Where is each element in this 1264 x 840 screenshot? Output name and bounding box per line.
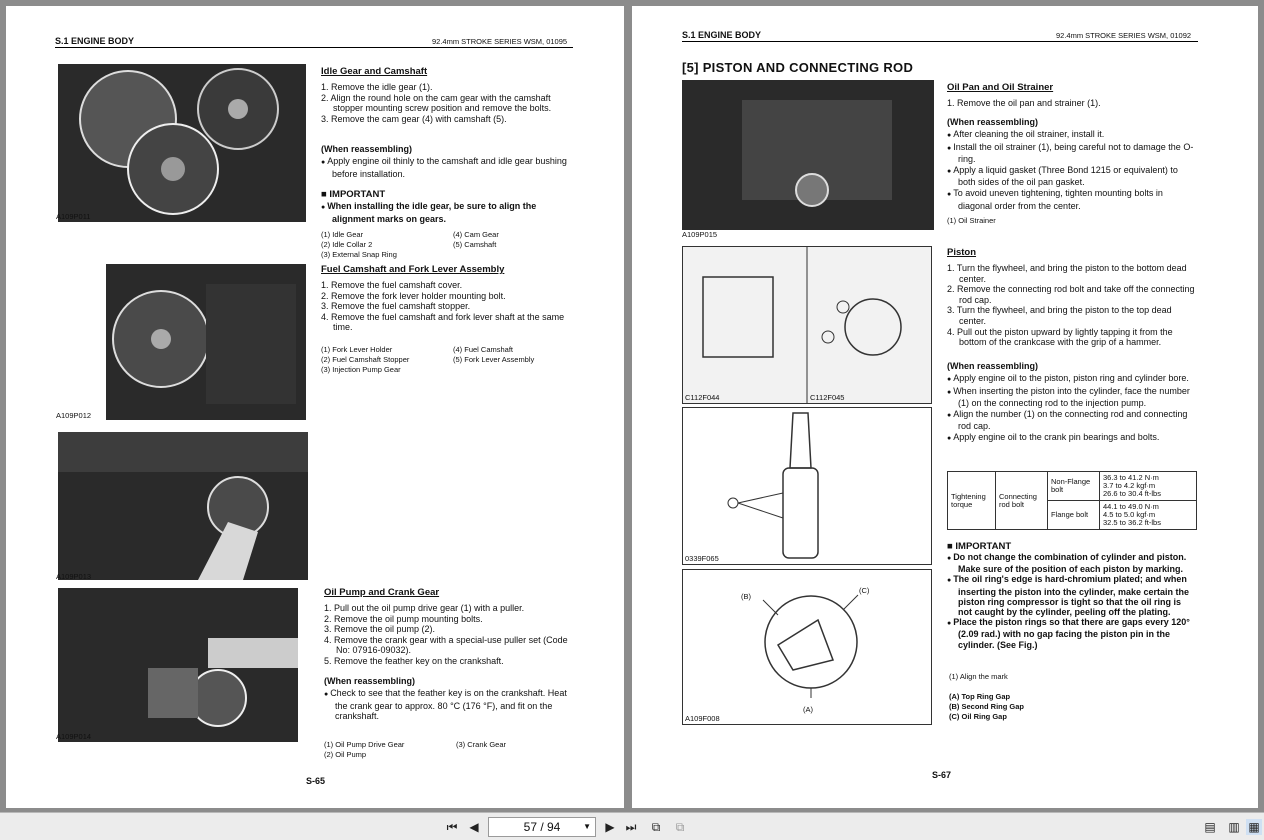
- oil-pump-legend: [324, 740, 588, 760]
- note: ● Apply engine oil thinly to the camshaft and idle gear bushing before installation.: [321, 156, 573, 179]
- important-notes: [947, 552, 1197, 650]
- legend-item: (1) Oil Pump Drive Gear: [324, 740, 405, 749]
- figure-code: A109F008: [685, 714, 720, 723]
- section-title-oil-pump: Oil Pump and Crank Gear: [324, 587, 440, 598]
- page-number: S-65: [306, 776, 326, 786]
- reassembly-notes: [321, 156, 573, 179]
- figure-code: A109P015: [682, 230, 718, 239]
- page-left: [6, 6, 624, 808]
- piston-ring-gap-diagram: [682, 569, 932, 725]
- section-title-piston: Piston: [947, 247, 977, 258]
- oil-pan-photo: [682, 80, 934, 230]
- note: ● When inserting the piston into the cylinder, face the number (1) on the connecting rod to the injection pump.: [947, 386, 1197, 409]
- figure-code: A109P014: [56, 732, 92, 741]
- note: ● After cleaning the oil strainer, install it.: [947, 129, 1197, 142]
- figure-code: A109P013: [56, 572, 92, 581]
- legend-item: (1) Align the mark: [949, 672, 1008, 681]
- important-heading: ■ IMPORTANT: [321, 189, 385, 200]
- reassembly-heading: (When reassembling): [947, 117, 1039, 127]
- step: 3. Remove the oil pump (2).: [324, 624, 436, 635]
- step: 1. Remove the fuel camshaft cover.: [321, 280, 463, 290]
- next-page-icon[interactable]: ▶: [605, 820, 615, 834]
- figure-code: C112F045: [810, 393, 845, 402]
- page-header-right: 92.4mm STROKE SERIES WSM, 01092: [1056, 31, 1192, 40]
- step: 2. Remove the oil pump mounting bolts.: [324, 613, 483, 624]
- important-heading: ■ IMPORTANT: [947, 541, 1011, 552]
- fuel-camshaft-photo: [106, 264, 306, 420]
- header-rule: [55, 47, 573, 48]
- legend-item: (1) Oil Strainer: [947, 216, 996, 225]
- reassembly-notes: [947, 373, 1197, 445]
- torque-value: 44.1 to 49.0 N·m 4.5 to 5.0 kgf·m 32.5 to 36.2 ft-lbs: [1100, 501, 1197, 530]
- note: ● Align the number (1) on the connecting rod and connecting rod cap.: [947, 409, 1197, 432]
- note: ● Place the piston rings so that there are gaps every 120° (2.09 rad.) with no gap facing the piston pin in the cylinder. (See Fig.): [947, 617, 1197, 650]
- legend-item: (3) Injection Pump Gear: [321, 365, 401, 374]
- section-title-oil-pan: Oil Pan and Oil Strainer: [947, 82, 1054, 93]
- figure-code: A109P011: [56, 212, 91, 221]
- step: 4. Remove the crank gear with a special-use puller set (Code No: 07916-09032).: [324, 634, 568, 656]
- torque-table: [947, 471, 1197, 530]
- legend-item: (2) Fuel Camshaft Stopper: [321, 355, 410, 364]
- legend-item: (A) Top Ring Gap: [949, 692, 1011, 701]
- idle-gear-steps: [321, 82, 573, 124]
- two-page-view-icon[interactable]: ▦: [1246, 819, 1262, 835]
- step: 1. Pull out the oil pump drive gear (1) with a puller.: [324, 603, 525, 613]
- page-indicator: 57 / 94: [523, 820, 561, 834]
- section-title: [5] PISTON AND CONNECTING ROD: [682, 60, 914, 75]
- section-title-idle-gear: Idle Gear and Camshaft: [321, 66, 428, 77]
- page-number-select[interactable]: [488, 817, 596, 837]
- step: 2. Remove the connecting rod bolt and take off the connecting rod cap.: [947, 284, 1195, 305]
- reassembly-heading: (When reassembling): [947, 361, 1039, 371]
- fuel-camshaft-steps: [321, 280, 573, 333]
- viewer-toolbar: [0, 812, 1264, 840]
- legend-item: (2) Oil Pump: [324, 750, 367, 759]
- chevron-down-icon: ▼: [583, 822, 591, 831]
- note: ● To avoid uneven tightening, tighten mounting bolts in diagonal order from the center.: [947, 188, 1197, 211]
- section-title-fuel-camshaft: Fuel Camshaft and Fork Lever Assembly: [321, 264, 505, 275]
- figure-code: 0339F065: [685, 554, 719, 563]
- piston-steps: [947, 263, 1197, 348]
- single-page-view-icon[interactable]: ▤: [1204, 820, 1216, 834]
- step: 1. Remove the oil pan and strainer (1).: [947, 98, 1101, 108]
- page-right: [632, 6, 1258, 808]
- legend-item: (5) Fork Lever Assembly: [453, 355, 535, 364]
- fuel-camshaft-legend: [321, 345, 585, 375]
- legend-item: [453, 250, 585, 260]
- step: 1. Turn the flywheel, and bring the piston to the bottom dead center.: [947, 263, 1187, 284]
- page-header: S.1 ENGINE BODY: [55, 36, 135, 46]
- reassembly-heading: (When reassembling): [321, 144, 413, 154]
- legend-item: (2) Idle Collar 2: [321, 240, 373, 249]
- reassembly-notes: [324, 688, 574, 722]
- note: ● Apply a liquid gasket (Three Bond 1215 or equivalent) to both sides of the oil pan gasket.: [947, 165, 1197, 188]
- camshaft-removal-photo: [58, 432, 308, 580]
- step: 2. Remove the fork lever holder mounting bolt.: [321, 290, 506, 301]
- bolt-type: Non-Flange bolt: [1048, 472, 1100, 501]
- legend-item: (3) External Snap Ring: [321, 250, 397, 259]
- step: 3. Remove the cam gear (4) with camshaft (5).: [321, 113, 507, 124]
- oil-pump-steps: [324, 603, 574, 667]
- legend-item: (3) Crank Gear: [456, 740, 507, 749]
- note: ● Do not change the combination of cylinder and piston. Make sure of the position of each piston by marking.: [947, 552, 1197, 574]
- continuous-view-icon[interactable]: ▥: [1228, 820, 1240, 834]
- header-rule: [682, 41, 1198, 42]
- note: ● Check to see that the feather key is on the crankshaft. Heat the crank gear to approx. 80 °C (176 °F), and fit on the crankshaft.: [324, 688, 574, 722]
- torque-value: 36.3 to 41.2 N·m 3.7 to 4.2 kgf·m 26.6 to 30.4 ft-lbs: [1100, 472, 1197, 501]
- legend-item: [453, 365, 585, 375]
- note: ● Apply engine oil to the piston, piston ring and cylinder bore.: [947, 373, 1197, 386]
- legend-item: (5) Camshaft: [453, 240, 497, 249]
- note: ● Install the oil strainer (1), being careful not to damage the O-ring.: [947, 142, 1197, 165]
- previous-page-icon[interactable]: ◀: [469, 820, 479, 834]
- oil-pump-photo: [58, 588, 298, 742]
- page-header: S.1 ENGINE BODY: [682, 30, 762, 40]
- legend-item: (4) Cam Gear: [453, 230, 499, 239]
- step: 3. Turn the flywheel, and bring the piston to the top dead center.: [947, 305, 1172, 326]
- bolt-type: Flange bolt: [1048, 501, 1100, 530]
- legend-item: [456, 750, 588, 760]
- idle-gear-photo: [58, 64, 306, 222]
- legend-item: (4) Fuel Camshaft: [453, 345, 514, 354]
- legend-item: (C) Oil Ring Gap: [949, 712, 1007, 721]
- last-page-icon[interactable]: ⏭: [625, 820, 637, 834]
- reassembly-heading: (When reassembling): [324, 676, 416, 686]
- step: 3. Remove the fuel camshaft stopper.: [321, 301, 471, 312]
- torque-item: Connecting rod bolt: [996, 472, 1048, 530]
- important-notes: [321, 201, 573, 224]
- note: ● Apply engine oil to the crank pin bearings and bolts.: [947, 432, 1197, 445]
- step: 1. Remove the idle gear (1).: [321, 82, 433, 92]
- piston-removal-drawings: [682, 246, 932, 404]
- ring-label: (C): [859, 586, 870, 595]
- legend-item: (1) Fork Lever Holder: [321, 345, 393, 354]
- torque-label: Tightening torque: [948, 472, 996, 530]
- first-page-icon[interactable]: ⏮: [446, 820, 458, 834]
- ring-label: (B): [741, 592, 751, 601]
- figure-code: C112F044: [685, 393, 720, 402]
- rotate-page-icon[interactable]: ⧉: [651, 820, 661, 834]
- connecting-rod-drawing: [682, 407, 932, 565]
- copy-icon[interactable]: ⧉: [675, 820, 685, 834]
- note: ● The oil ring's edge is hard-chromium plated; and when inserting the piston into the cylinder, make certain the piston ring compressor is tight so that the oil ring is not caught by the cylinder, peeling off the plating.: [947, 574, 1197, 617]
- figure-code: A109P012: [56, 411, 92, 420]
- page-number: S-67: [932, 770, 952, 780]
- reassembly-notes: [947, 129, 1197, 211]
- page-header-right: 92.4mm STROKE SERIES WSM, 01095: [432, 37, 568, 46]
- step: 4. Pull out the piston upward by lightly tapping it from the bottom of the crankcase with the grip of a hammer.: [947, 326, 1173, 348]
- legend-item: (B) Second Ring Gap: [949, 702, 1024, 711]
- ring-label: (A): [803, 705, 813, 714]
- oil-pan-steps: [947, 98, 1197, 109]
- step: 4. Remove the fuel camshaft and fork lever shaft at the same time.: [321, 311, 565, 333]
- step: 2. Align the round hole on the cam gear with the camshaft stopper mounting screw position and remove the bolts.: [321, 92, 552, 114]
- note: ● When installing the idle gear, be sure to align the alignment marks on gears.: [321, 201, 573, 224]
- ring-gap-legend: [949, 692, 1024, 722]
- step: 5. Remove the feather key on the crankshaft.: [324, 655, 504, 666]
- legend-item: (1) Idle Gear: [321, 230, 364, 239]
- idle-gear-legend: [321, 230, 585, 260]
